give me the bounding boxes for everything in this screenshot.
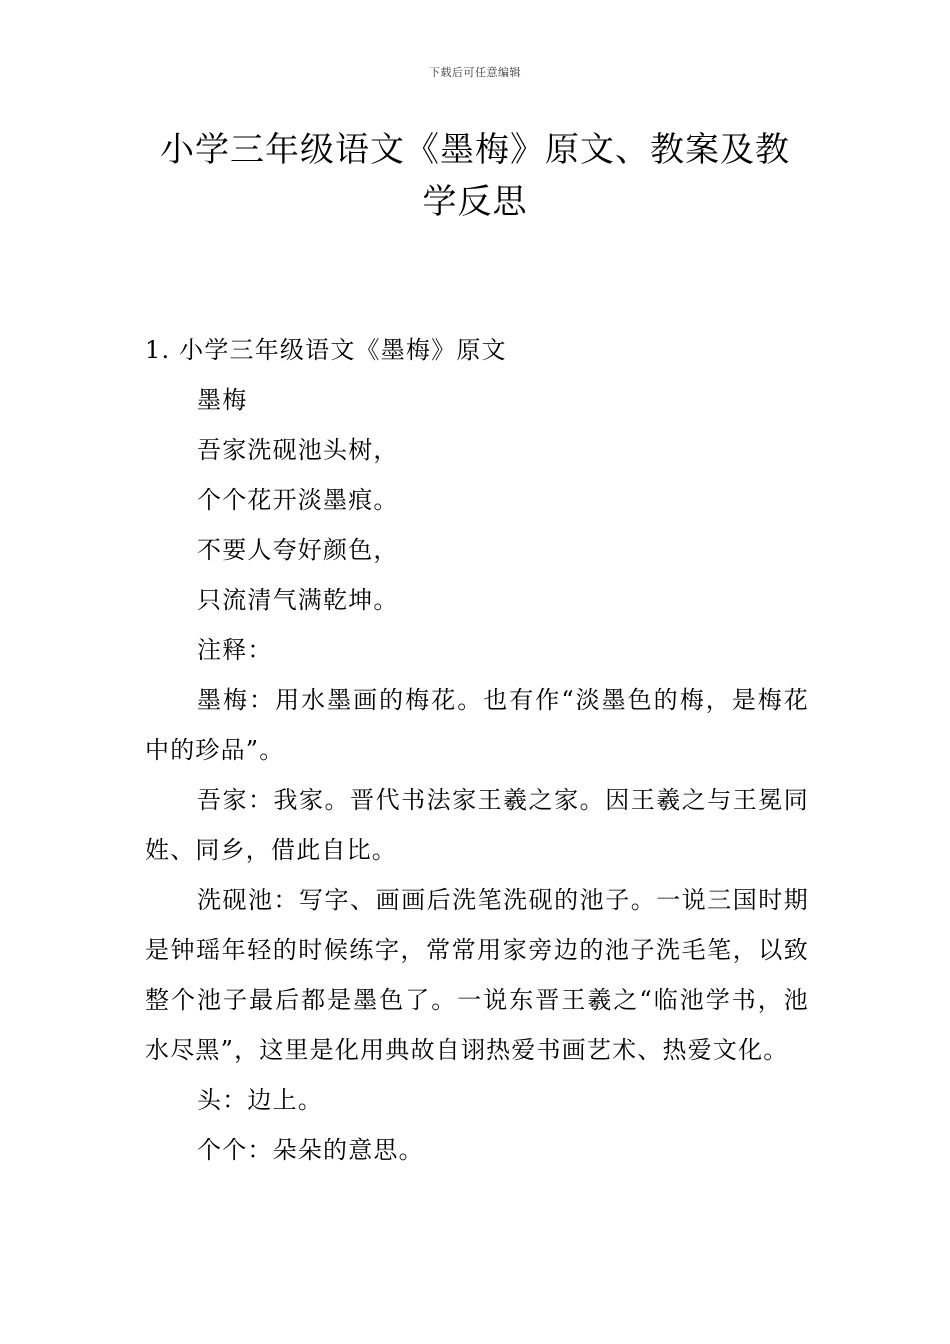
poem-line: 不要人夸好颜色， xyxy=(197,536,399,564)
header-note: 下载后可任意编辑 xyxy=(429,66,521,79)
title-line-1: 小学三年级语文《墨梅》原文、教案及教 xyxy=(160,130,790,170)
note-paragraph: 吾家：我家。晋代书法家王羲之家。因王羲之与王冕同姓、同乡，借此自比。 xyxy=(145,786,809,864)
note-paragraph: 洗砚池：写字、画画后洗笔洗砚的池子。一说三国时期是钟瑶年轻的时候练字，常常用家旁边的池子洗毛笔，以致整个池子最后都是墨色了。一说东晋王羲之“临池学书，池水尽黑”，这里是化用典故自诩热爱书画艺术、热爱文化。 xyxy=(145,886,809,1064)
document-title xyxy=(140,124,810,228)
poem-line: 个个花开淡墨痕。 xyxy=(197,486,399,514)
poem-title: 墨梅 xyxy=(197,386,248,414)
document-body xyxy=(145,325,809,1175)
note-paragraph: 墨梅：用水墨画的梅花。也有作“淡墨色的梅，是梅花中的珍品”。 xyxy=(145,686,809,764)
note-paragraph: 头：边上。 xyxy=(197,1086,323,1114)
section-heading: 1. 小学三年级语文《墨梅》原文 xyxy=(145,336,507,364)
note-paragraph: 个个：朵朵的意思。 xyxy=(197,1136,424,1164)
notes-label: 注释： xyxy=(197,636,273,664)
title-line-2: 学反思 xyxy=(422,182,528,222)
poem-line: 只流清气满乾坤。 xyxy=(197,586,399,614)
poem-line: 吾家洗砚池头树， xyxy=(197,436,399,464)
